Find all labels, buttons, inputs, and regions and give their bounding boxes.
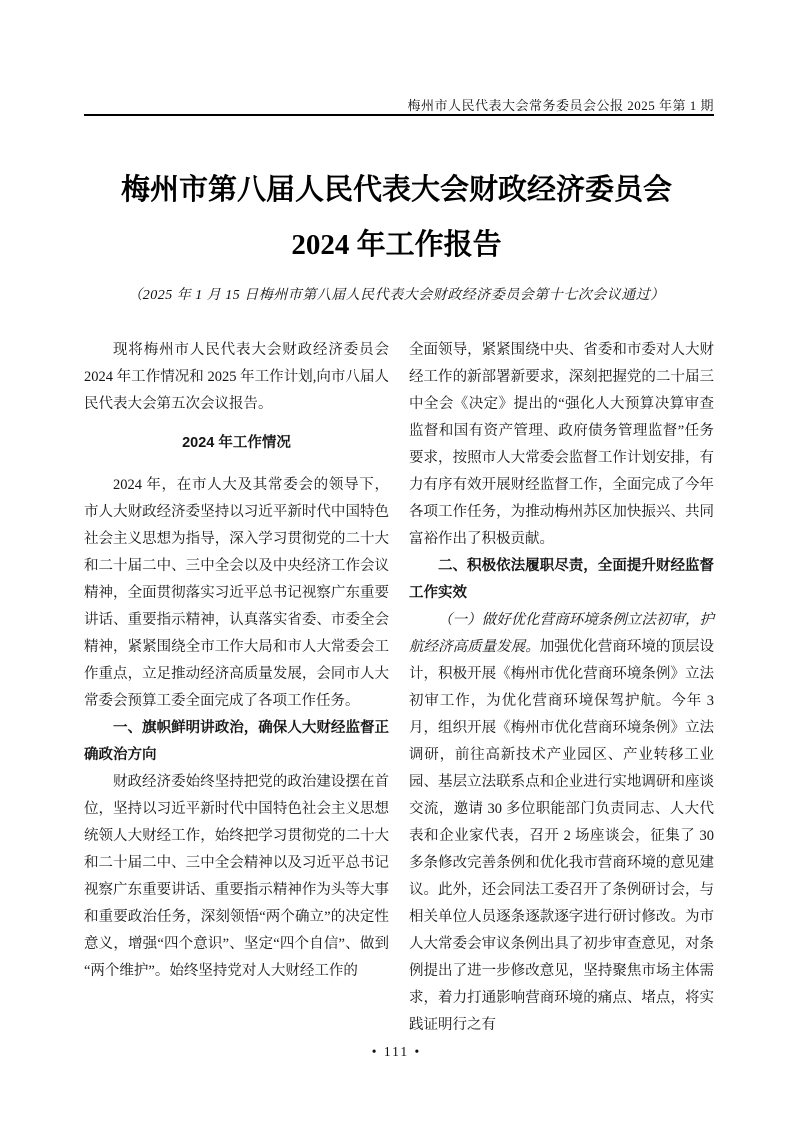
paragraph-political-part2: 全面领导，紧紧围绕中央、省委和市委对人大财经工作的新部署新要求，深刻把握党的二十届三中全会《决定》提出的“强化人大预算决算审查监督和国有资产管理、政府债务管理监督”任务要求，按照市人大常委会监督工作计划安排，有力有序有效开展财经监督工作，全面完成了今年各项工作任务，为推动梅州苏区加快振兴、共同富裕作出了积极贡献。 <box>409 342 714 547</box>
document-title <box>0 163 793 273</box>
heading-item-two: 二、积极依法履职尽责，全面提升财经监督工作实效 <box>409 558 714 601</box>
paragraph-overview: 2024 年，在市人大及其常委会的领导下，市人大财政经济委坚持以习近平新时代中国特色社会主义思想为指导，深入学习贯彻党的二十大和二十届二中、三中全会以及中央经济工作会议精神，全面贯彻落实习近平总书记视察广东重要讲话、重要指示精神，认真落实省委、市委全会精神，紧紧围绕全市工作大局和市人大常委会工作重点，立足推动经济高质量发展，会同市人大常委会预算工委全面完成了各项工作任务。 <box>84 477 389 709</box>
body-columns <box>84 337 715 1033</box>
document-subtitle: （2025 年 1 月 15 日梅州市第八届人民代表大会财政经济委员会第十七次会议通过） <box>128 288 665 303</box>
document-title-line2: 2024 年工作报告 <box>291 229 502 261</box>
running-header: 梅州市人民代表大会常务委员会公报 2025 年第 1 期 <box>407 98 714 113</box>
header-rule <box>84 114 714 116</box>
paragraph-political-part1: 财政经济委始终坚持把党的政治建设摆在首位，坚持以习近平新时代中国特色社会主义思想统领人大财经工作，始终把学习贯彻党的二十大和二十届二中、三中全会精神以及习近平总书记视察广东重要讲话、重要指示精神作为头等大事和重要政治任务，深刻领悟“两个确立”的决定性意义，增强“四个意识”、坚定“四个自信”、做到“两个维护”。始终坚持党对人大财经工作的 <box>84 774 389 979</box>
page-number: • 111 • <box>371 1044 422 1059</box>
paragraph-intro: 现将梅州市人民代表大会财政经济委员会 2024 年工作情况和 2025 年工作计划,向市八届人民代表大会第五次会议报告。 <box>84 342 389 412</box>
heading-item-one: 一、旗帜鲜明讲政治，确保人大财经监督正确政治方向 <box>84 720 389 763</box>
section-heading-2024-work: 2024 年工作情况 <box>182 435 291 451</box>
paragraph-legislation-rest: 加强优化营商环境的顶层设计，积极开展《梅州市优化营商环境条例》立法初审工作，为优化营商环境保驾护航。今年 3 月，组织开展《梅州市优化营商环境条例》立法调研，前往高新技术产业园区、产业转移工业园、基层立法联系点和企业进行实地调研和座谈交流，邀请 30 多位职能部门负责同志、人大代表和企业家代表，召开 2 场座谈会，征集了 30 多条修改完善条例和优化我市营商环境的意见建议。此外，还会同法工委召开了条例研讨会，与相关单位人员逐条逐款逐字进行研讨修改。为市人大常委会审议条例出具了初步审查意见，对条例提出了进一步修改意见，坚持聚焦市场主体需求，着力打通影响营商环境的痛点、堵点，将实践证明行之有 <box>409 639 715 1033</box>
paragraph-legislation <box>409 607 714 1039</box>
right-column <box>409 337 715 1033</box>
document-title-line1: 梅州市第八届人民代表大会财政经济委员会 <box>120 174 672 206</box>
paragraph-legislation-lead: （一）做好优化营商环境条例立法初审，护航经济高质量发展。 <box>409 612 714 655</box>
left-column <box>84 337 389 1015</box>
